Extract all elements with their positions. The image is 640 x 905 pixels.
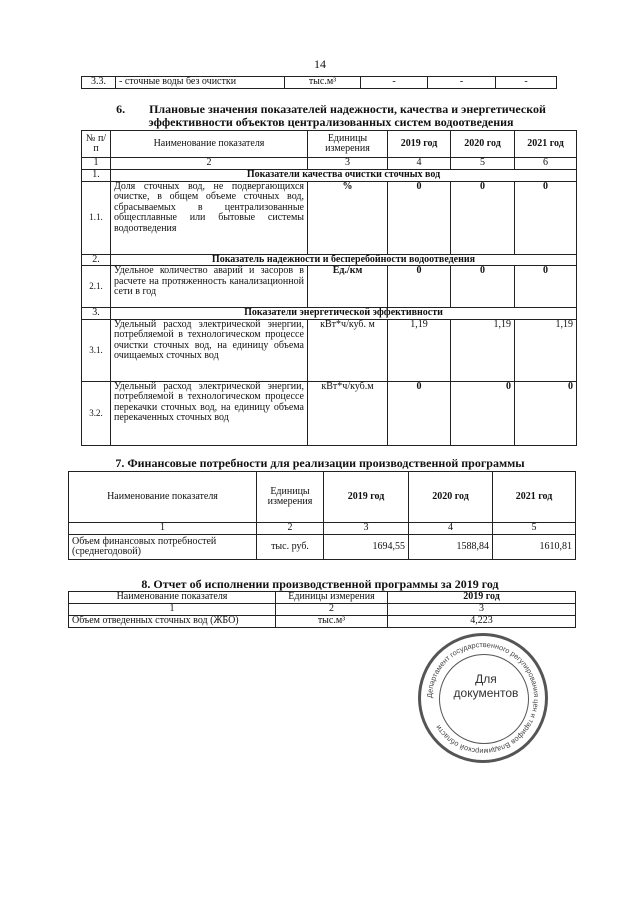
group-title: Показатель надежности и бесперебойности водоотведения [111, 254, 577, 266]
row-value-2021: 0 [515, 381, 577, 445]
group-row [82, 254, 577, 266]
index-cell: 2 [276, 604, 388, 616]
header-unit: Единицы измерения [276, 592, 388, 604]
index-row [69, 604, 576, 616]
row-unit: % [308, 181, 388, 254]
row-unit: кВт*ч/куб.м [308, 381, 388, 445]
row-unit: Ед./км [308, 266, 388, 308]
header-2021: 2021 год [493, 472, 576, 523]
group-num: 2. [82, 254, 111, 266]
header-num: № п/п [82, 131, 111, 158]
header-name: Наименование показателя [69, 592, 276, 604]
row-value-2020: 0 [451, 181, 515, 254]
index-cell: 1 [69, 604, 276, 616]
row-unit: тыс.м³ [285, 77, 361, 89]
row-value-2020: 0 [451, 266, 515, 308]
index-cell: 3 [388, 604, 576, 616]
index-cell: 6 [515, 158, 577, 170]
row-num: 3.3. [82, 77, 116, 89]
index-row [69, 523, 576, 535]
index-row [82, 158, 577, 170]
row-num: 3.2. [82, 381, 111, 445]
group-title: Показатели энергетической эффективности [111, 308, 577, 320]
row-value-2019: 1694,55 [324, 535, 409, 560]
row-value-2020: 1,19 [451, 319, 515, 381]
row-value-2021: 0 [515, 266, 577, 308]
header-unit: Единицы измерения [308, 131, 388, 158]
row-value-2020: 1588,84 [409, 535, 493, 560]
row-value-2021: 1,19 [515, 319, 577, 381]
header-2021: 2021 год [515, 131, 577, 158]
table-row [82, 319, 577, 381]
stamp-center-text: Для документов [453, 672, 519, 700]
header-row [82, 131, 577, 158]
row-value-2019: 1,19 [388, 319, 451, 381]
group-row [82, 170, 577, 182]
continuation-table [81, 76, 557, 89]
report-table [68, 591, 576, 628]
row-value-2020: - [428, 77, 496, 89]
index-cell: 3 [308, 158, 388, 170]
group-num: 3. [82, 308, 111, 320]
header-unit: Единицы измерения [257, 472, 324, 523]
row-value-2021: 1610,81 [493, 535, 576, 560]
index-cell: 1 [82, 158, 111, 170]
row-value-2019: 0 [388, 181, 451, 254]
index-cell: 2 [257, 523, 324, 535]
row-name: Удельное количество аварий и засоров в расчете на протяженность канализационной сети в год [111, 266, 308, 308]
page-number: 14 [314, 57, 326, 71]
index-cell: 1 [69, 523, 257, 535]
row-unit: кВт*ч/куб. м [308, 319, 388, 381]
header-2019: 2019 год [324, 472, 409, 523]
row-value-2021: - [496, 77, 557, 89]
table-row [82, 77, 557, 89]
row-value: 4,223 [388, 616, 576, 628]
index-cell: 5 [451, 158, 515, 170]
row-name: - сточные воды без очистки [116, 77, 285, 89]
index-cell: 4 [388, 158, 451, 170]
table-row [82, 266, 577, 308]
group-num: 1. [82, 170, 111, 182]
group-title: Показатели качества очистки сточных вод [111, 170, 577, 182]
header-2019: 2019 год [388, 131, 451, 158]
section7-title: 7. Финансовые потребности для реализации производственной программы [115, 456, 525, 470]
table-row [82, 181, 577, 254]
department-stamp [418, 633, 548, 763]
header-row [69, 472, 576, 523]
table-row [82, 381, 577, 445]
svg-text:Департамент государственного р: Департамент государственного регулирования цен и тарифов Владимирской области [424, 639, 542, 757]
row-num: 2.1. [82, 266, 111, 308]
group-row [82, 308, 577, 320]
row-name: Удельный расход электрической энергии, потребляемой в технологическом процессе очистки сточных вод, на единицу объема очищаемых сточных вод [111, 319, 308, 381]
row-name: Доля сточных вод, не подвергающихся очистке, в общем объеме сточных вод, сбрасываемых в централизованные общесплавные или бытовые системы водоотведения [111, 181, 308, 254]
index-cell: 3 [324, 523, 409, 535]
header-2020: 2020 год [409, 472, 493, 523]
header-name: Наименование показателя [69, 472, 257, 523]
financial-table [68, 471, 576, 560]
section6-title-line2: эффективности объектов централизованных систем водоотведения [148, 115, 514, 129]
row-value-2020: 0 [451, 381, 515, 445]
row-value-2021: 0 [515, 181, 577, 254]
index-cell: 4 [409, 523, 493, 535]
row-value-2019: - [361, 77, 428, 89]
row-name: Удельный расход электрической энергии, потребляемой в технологическом процессе перекачки сточных вод, на единицу объема перекаченных сточных вод [111, 381, 308, 445]
row-value-2019: 0 [388, 266, 451, 308]
table-row [69, 535, 576, 560]
header-2019: 2019 год [388, 592, 576, 604]
row-num: 1.1. [82, 181, 111, 254]
section6-title-line1: 6. Плановые значения показателей надежности, качества и энергетической [116, 102, 546, 116]
section6-title [81, 103, 581, 129]
header-2020: 2020 год [451, 131, 515, 158]
header-row [69, 592, 576, 604]
index-cell: 5 [493, 523, 576, 535]
header-name: Наименование показателя [111, 131, 308, 158]
reliability-table [81, 130, 577, 446]
row-num: 3.1. [82, 319, 111, 381]
row-unit: тыс.м³ [276, 616, 388, 628]
row-name: Объем отведенных сточных вод (ЖБО) [69, 616, 276, 628]
row-value-2019: 0 [388, 381, 451, 445]
row-name: Объем финансовых потребностей (среднегодовой) [69, 535, 257, 560]
section8-title: 8. Отчет об исполнении производственной программы за 2019 год [141, 577, 499, 591]
index-cell: 2 [111, 158, 308, 170]
table-row [69, 616, 576, 628]
row-unit: тыс. руб. [257, 535, 324, 560]
